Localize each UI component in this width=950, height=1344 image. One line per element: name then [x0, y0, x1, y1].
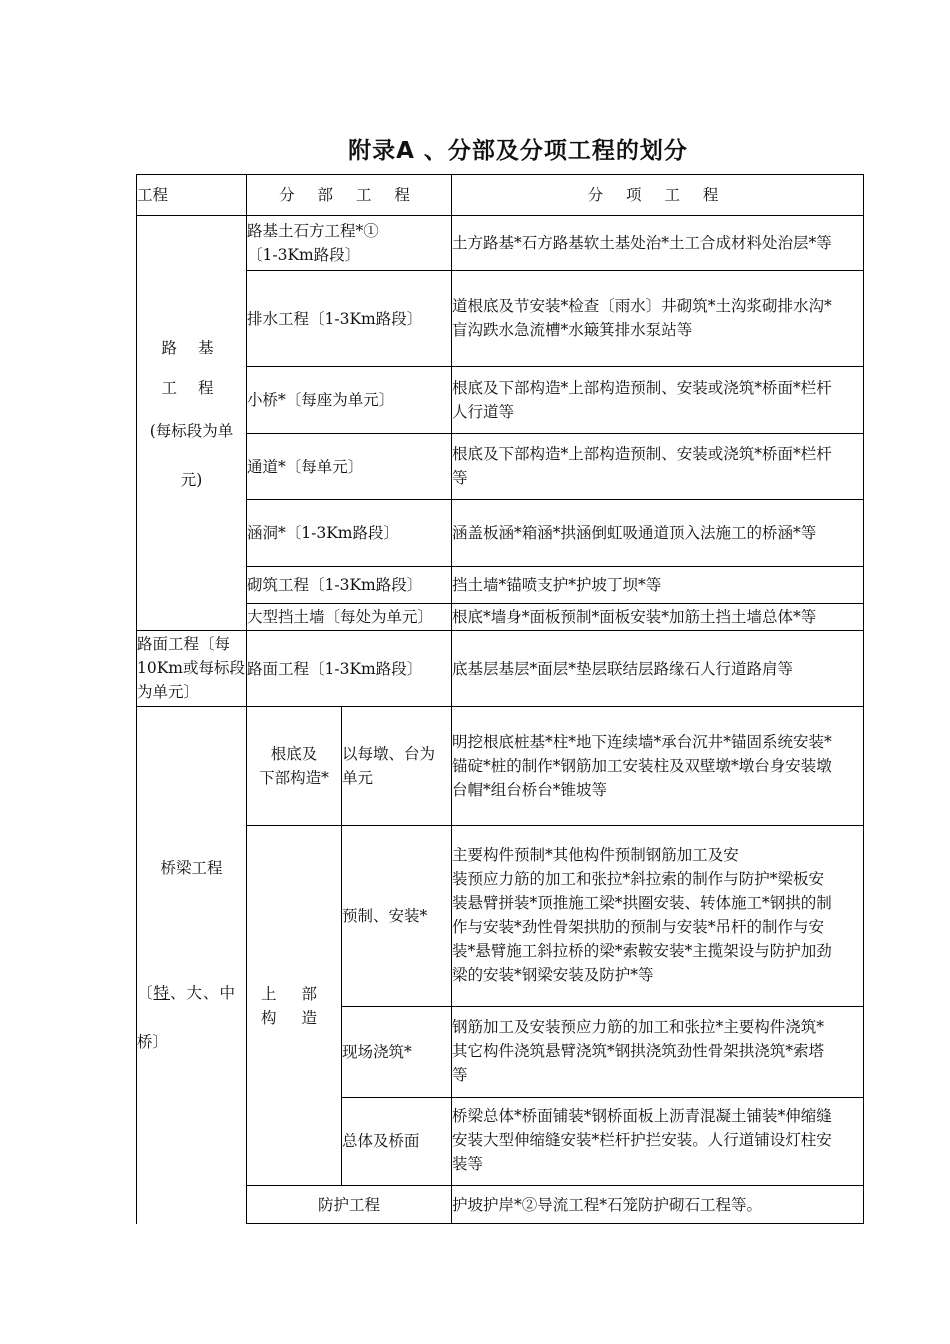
- division-cell: 通道*〔每单元〕: [247, 457, 364, 476]
- subitem-cell: 明挖根底桩基*柱*地下连续墙*承台沉井*锚固系统安装* 锚碇*桩的制作*钢筋加工安装柱及双壁墩*墩台身安装墩 台帽*组台桥台*锥坡等: [452, 733, 832, 799]
- superstructure-line2: 构 造: [261, 1009, 327, 1027]
- division-cell: 路面工程〔1-3Km路段〕: [247, 659, 423, 678]
- subitem-cell: 土方路基*石方路基软土基处治*土工合成材料处治层*等: [452, 234, 832, 252]
- pavement-unit: 路面工程〔每 10Km或每标段 为单元〕: [137, 635, 246, 701]
- foundation-division: 根底及 下部构造*: [259, 745, 329, 787]
- division-cell: 砌筑工程〔1-3Km路段〕: [247, 576, 423, 594]
- subitem-cell: 钢筋加工及安装预应力筋的加工和张拉*主要构件浇筑* 其它构件浇筑悬臂浇筑*钢拱浇筑劲性骨架拱浇筑*索塔 等: [452, 1018, 825, 1084]
- roadbed-unit-line1: 路 基: [161, 339, 222, 357]
- roadbed-unit-line3: (每标段为单: [149, 422, 234, 440]
- subitem-cell: 涵盖板涵*箱涵*拱涵倒虹吸通道顶入法施工的桥涵*等: [452, 524, 817, 542]
- bridge-unit-line1: [137, 856, 246, 880]
- bridge-unit-line3: 桥〕: [137, 1033, 169, 1051]
- subitem-cell: 底基层基层*面层*垫层联结层路缘石人行道路肩等: [452, 659, 794, 678]
- super-sub-cell: 现场浇筑*: [342, 1043, 412, 1061]
- subitem-cell: 桥梁总体*桥面铺装*钢桥面板上沥青混凝土铺装*伸缩缝 安装大型伸缩缝安装*栏杆护拦安装。人行道铺设灯柱安 装等: [452, 1107, 832, 1173]
- bridge-unit-line2: [137, 981, 246, 1005]
- header-division: 分 部 工 程: [279, 186, 419, 204]
- super-sub-cell: 总体及桥面: [342, 1132, 420, 1150]
- header-unit: 工程: [137, 186, 169, 204]
- subitem-cell: 主要构件预制*其他构件预制钢筋加工及安 装预应力筋的加工和张拉*斜拉索的制作与防护*梁板安 装悬臂拼装*顶推施工梁*拱圈安装、转体施工*钢拱的制 作与安装*劲性骨架拱肋的预制与安装*吊杆的制作与安 装*悬臂施工斜拉桥的梁*索鞍安装*主揽架设与防护加劲 梁的安装*钢梁安装及防护*等: [452, 846, 832, 984]
- foundation-unit: 以每墩、台为 单元: [342, 745, 436, 787]
- subitem-cell: 挡土墙*锚喷支护*护坡丁坝*等: [452, 576, 662, 594]
- bridge-unit-bracket: 〔: [137, 984, 154, 1002]
- subitem-cell: 护坡护岸*②导流工程*石笼防护砌石工程等。: [452, 1195, 763, 1214]
- division-cell: 涵洞*〔1-3Km路段〕: [247, 524, 399, 542]
- roadbed-unit-line2: 工 程: [161, 379, 222, 397]
- table-rule: [341, 1006, 864, 1007]
- superstructure-line1: 上 部: [261, 985, 327, 1003]
- subitem-cell: 道根底及节安装*检查〔雨水〕井砌筑*土沟浆砌排水沟* 盲沟跌水急流槽*水簸箕排水泵站等: [452, 297, 832, 339]
- table-rule: [341, 1097, 864, 1098]
- subitem-cell: 根底及下部构造*上部构造预制、安装或浇筑*桥面*栏杆 人行道等: [452, 379, 832, 421]
- subitem-cell: 根底*墙身*面板预制*面板安装*加筋土挡土墙总体*等: [452, 608, 817, 626]
- super-sub-cell: 预制、安装*: [342, 907, 428, 925]
- protection-division: 防护工程: [317, 1195, 380, 1214]
- division-cell: 排水工程〔1-3Km路段〕: [247, 309, 423, 328]
- division-cell: 路基土石方工程*① 〔1-3Km路段〕: [247, 222, 379, 264]
- bridge-unit-sizes: 、大、中: [170, 984, 237, 1002]
- bridge-unit-special: 特: [153, 984, 171, 1002]
- table-rule: [863, 174, 864, 1224]
- subitem-cell: 根底及下部构造*上部构造预制、安装或浇筑*桥面*栏杆 等: [452, 445, 832, 487]
- bridge-unit-title: 桥梁工程: [160, 859, 223, 877]
- division-cell: 小桥*〔每座为单元〕: [247, 391, 395, 409]
- table-rule: [246, 1223, 864, 1224]
- roadbed-unit-line4: 元): [180, 471, 203, 489]
- division-cell: 大型挡土墙〔每处为单元〕: [247, 608, 434, 626]
- header-subitem: 分 项 工 程: [587, 186, 728, 204]
- page-title: 附录A 、分部及分项工程的划分: [348, 138, 688, 164]
- table-rule: [246, 825, 864, 826]
